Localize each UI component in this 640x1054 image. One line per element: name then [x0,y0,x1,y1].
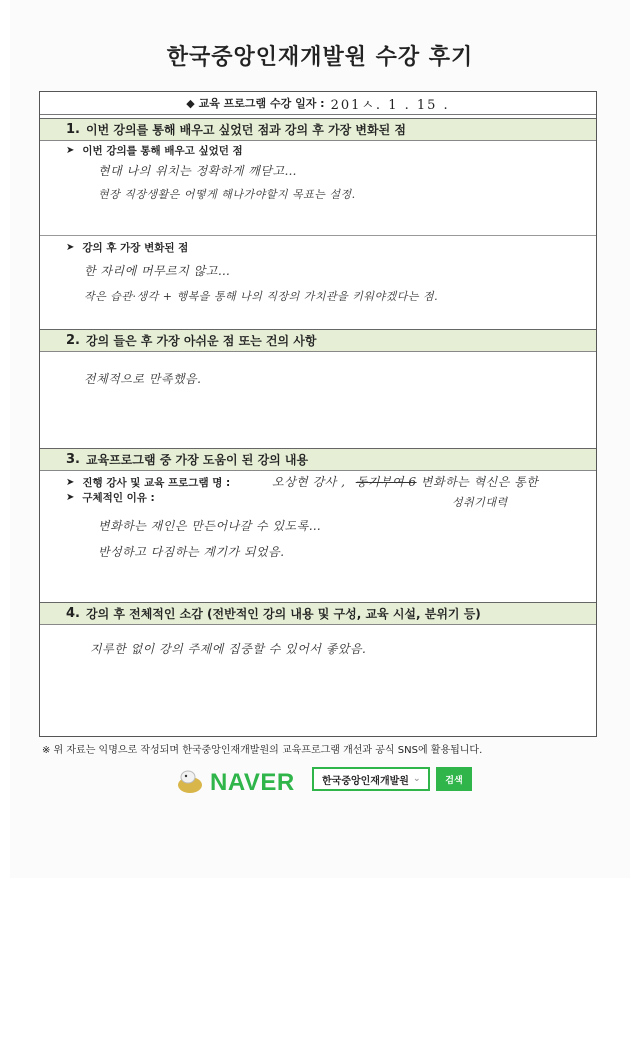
section-2-header [40,329,596,352]
handwritten-answer: 현장 직장생활은 어떻게 해나가야할지 목표는 설정. [98,188,356,201]
struck-text: 동기부여 6 [355,475,417,489]
section-number: 1. [66,122,80,137]
section-3-header [40,448,596,471]
section-title: 강의 들은 후 가장 아쉬운 점 또는 건의 사항 [85,334,317,348]
section-number: 2. [66,333,80,348]
handwritten-answer: 전체적으로 만족했음. [84,372,202,386]
handwritten-answer: 한 자리에 머무르지 않고… [84,264,231,278]
date-value: 201ㅅ. 1 . 15 . [330,97,450,113]
section-4-header [40,602,596,625]
section-3-sub2 [66,490,155,505]
section-number: 4. [66,606,80,621]
section-title: 교육프로그램 중 가장 도움이 된 강의 내용 [85,453,309,467]
section-3-sub1 [66,475,230,490]
handwritten-answer: 성취기대력 [452,496,508,509]
section-number: 3. [66,452,80,467]
sub-label: 진행 강사 및 교육 프로그램 명 : [82,477,231,489]
review-form [39,91,597,737]
handwritten-answer: 변화하는 재인은 만든어나갈 수 있도록… [98,519,322,533]
arrow-icon: ➤ [66,242,75,253]
handwritten-answer [272,473,538,490]
sub-label: 구체적인 이유 : [82,492,155,504]
section-title: 강의 후 전체적인 소감 (전반적인 강의 내용 및 구성, 교육 시설, 분위기 등) [85,607,481,621]
section-1-sub1 [66,143,243,158]
program-name: 변화하는 혁신은 통한 [420,475,539,489]
handwritten-answer: 지루한 없이 강의 주제에 집중할 수 있어서 좋았음. [90,642,367,656]
handwritten-answer: 작은 습관·생각 + 행복을 통해 나의 직장의 가치관을 키워야겠다는 점. [84,290,439,303]
search-button[interactable]: 검색 [436,767,472,791]
section-1-header [40,118,596,141]
naver-bird-icon [176,767,208,795]
arrow-icon: ➤ [66,145,75,156]
page-title: 한국중앙인재개발원 수강 후기 [166,45,474,70]
footer-note: ※ 위 자료는 익명으로 작성되며 한국중앙인재개발원의 교육프로그램 개선과 공식 SNS에 활용됩니다. [42,745,483,756]
section-title: 이번 강의를 통해 배우고 싶었던 점과 강의 후 가장 변화된 점 [85,123,406,137]
sub-label: 이번 강의를 통해 배우고 싶었던 점 [82,145,243,157]
date-header [40,92,596,115]
search-value: 한국중앙인재개발원 [322,775,409,787]
arrow-icon: ➤ [66,492,75,503]
section-1-sub2 [66,240,188,255]
sub-label: 강의 후 가장 변화된 점 [82,242,189,254]
instructor-name: 오상현 강사 , [272,475,346,489]
divider [40,235,596,236]
handwritten-answer: 반성하고 다짐하는 계기가 되었음. [98,545,285,559]
arrow-icon: ➤ [66,477,75,488]
date-label: ◆ 교육 프로그램 수강 일자 : [186,97,325,110]
naver-logo: NAVER [210,769,295,796]
chevron-down-icon: ⌄ [412,774,421,784]
search-input[interactable] [312,767,430,791]
handwritten-answer: 현대 나의 위치는 정확하게 깨닫고… [98,164,298,178]
naver-search-banner [176,763,476,799]
